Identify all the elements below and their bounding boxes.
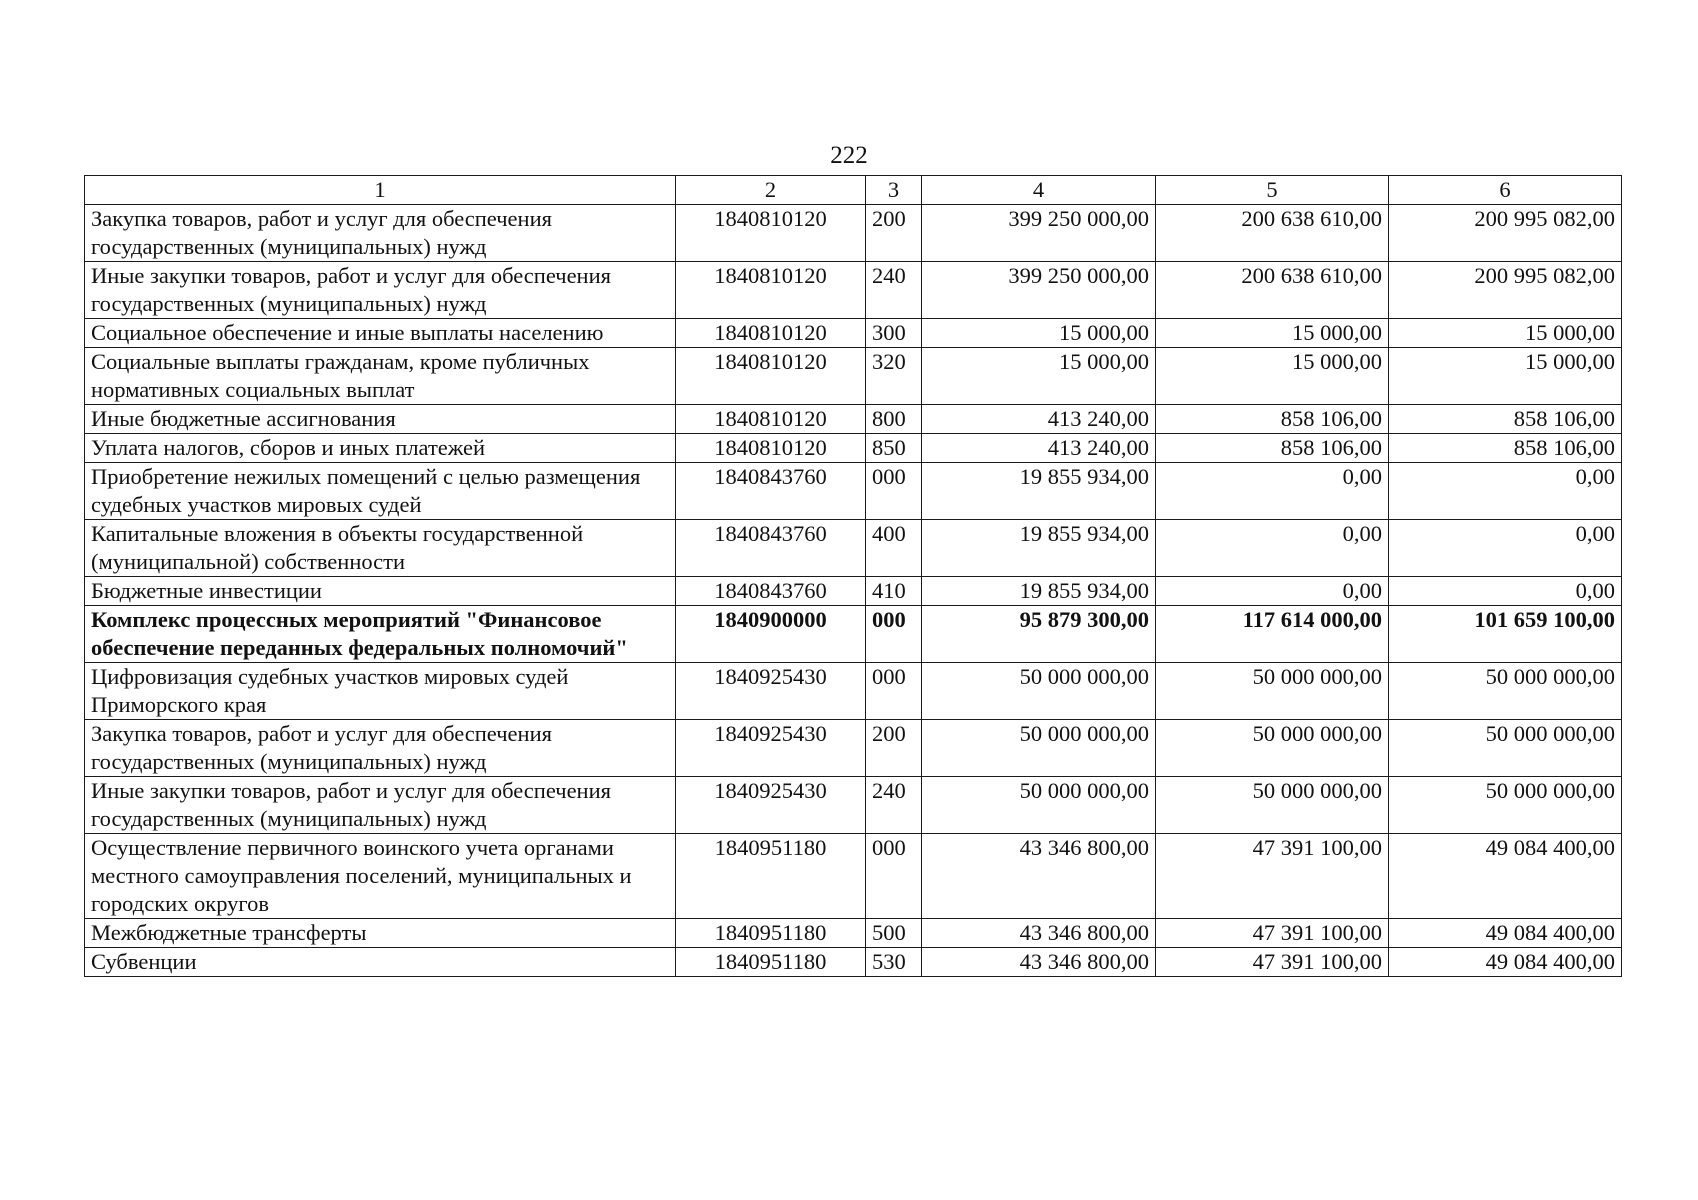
row-kind: 850 [866, 434, 922, 463]
row-value-5: 50 000 000,00 [1156, 720, 1389, 777]
row-value-6: 858 106,00 [1389, 405, 1622, 434]
row-value-6: 49 084 400,00 [1389, 919, 1622, 948]
row-value-6: 0,00 [1389, 520, 1622, 577]
row-name: Иные закупки товаров, работ и услуг для обеспечения государственных (муниципальных) нужд [85, 777, 676, 834]
header-cell-4: 4 [922, 176, 1156, 205]
header-cell-5: 5 [1156, 176, 1389, 205]
row-name: Межбюджетные трансферты [85, 919, 676, 948]
row-code: 1840925430 [676, 663, 866, 720]
row-name: Иные бюджетные ассигнования [85, 405, 676, 434]
row-name: Осуществление первичного воинского учета органами местного самоуправления поселений, муниципальных и городских округов [85, 834, 676, 919]
row-value-5: 50 000 000,00 [1156, 663, 1389, 720]
row-code: 1840843760 [676, 463, 866, 520]
row-value-4: 413 240,00 [922, 405, 1156, 434]
table-row [85, 262, 1622, 319]
header-cell-1: 1 [85, 176, 676, 205]
table-row [85, 720, 1622, 777]
row-name: Приобретение нежилых помещений с целью размещения судебных участков мировых судей [85, 463, 676, 520]
table-row [85, 577, 1622, 606]
table-row [85, 348, 1622, 405]
row-code: 1840810120 [676, 262, 866, 319]
row-value-5: 15 000,00 [1156, 319, 1389, 348]
row-code: 1840810120 [676, 434, 866, 463]
table-row [85, 205, 1622, 262]
row-value-6: 200 995 082,00 [1389, 205, 1622, 262]
row-name: Социальные выплаты гражданам, кроме публичных нормативных социальных выплат [85, 348, 676, 405]
row-value-6: 50 000 000,00 [1389, 663, 1622, 720]
row-kind: 240 [866, 777, 922, 834]
row-value-5: 858 106,00 [1156, 405, 1389, 434]
row-kind: 500 [866, 919, 922, 948]
row-name: Комплекс процессных мероприятий "Финансовое обеспечение переданных федеральных полномочий" [85, 606, 676, 663]
row-value-5: 200 638 610,00 [1156, 262, 1389, 319]
row-code: 1840810120 [676, 205, 866, 262]
row-name: Бюджетные инвестиции [85, 577, 676, 606]
row-value-4: 50 000 000,00 [922, 663, 1156, 720]
row-value-6: 858 106,00 [1389, 434, 1622, 463]
row-name: Цифровизация судебных участков мировых судей Приморского края [85, 663, 676, 720]
row-value-5: 47 391 100,00 [1156, 948, 1389, 977]
row-kind: 000 [866, 463, 922, 520]
row-kind: 320 [866, 348, 922, 405]
table-row [85, 834, 1622, 919]
row-code: 1840951180 [676, 834, 866, 919]
row-kind: 800 [866, 405, 922, 434]
row-code: 1840810120 [676, 319, 866, 348]
row-name: Иные закупки товаров, работ и услуг для обеспечения государственных (муниципальных) нужд [85, 262, 676, 319]
row-value-4: 43 346 800,00 [922, 919, 1156, 948]
row-value-6: 0,00 [1389, 577, 1622, 606]
row-code: 1840900000 [676, 606, 866, 663]
row-kind: 410 [866, 577, 922, 606]
header-cell-3: 3 [866, 176, 922, 205]
row-value-4: 50 000 000,00 [922, 720, 1156, 777]
row-value-4: 43 346 800,00 [922, 834, 1156, 919]
row-value-4: 50 000 000,00 [922, 777, 1156, 834]
row-code: 1840810120 [676, 405, 866, 434]
row-value-5: 50 000 000,00 [1156, 777, 1389, 834]
row-value-5: 15 000,00 [1156, 348, 1389, 405]
row-value-4: 43 346 800,00 [922, 948, 1156, 977]
row-value-5: 200 638 610,00 [1156, 205, 1389, 262]
row-value-6: 15 000,00 [1389, 348, 1622, 405]
table-row [85, 319, 1622, 348]
row-name: Социальное обеспечение и иные выплаты населению [85, 319, 676, 348]
page-number: 222 [830, 142, 868, 169]
table-row [85, 948, 1622, 977]
table-row [85, 405, 1622, 434]
row-value-4: 399 250 000,00 [922, 205, 1156, 262]
row-value-6: 200 995 082,00 [1389, 262, 1622, 319]
row-kind: 530 [866, 948, 922, 977]
row-value-4: 413 240,00 [922, 434, 1156, 463]
row-kind: 240 [866, 262, 922, 319]
row-value-6: 50 000 000,00 [1389, 777, 1622, 834]
row-value-4: 95 879 300,00 [922, 606, 1156, 663]
table-row-section [85, 606, 1622, 663]
row-name: Субвенции [85, 948, 676, 977]
row-value-4: 19 855 934,00 [922, 520, 1156, 577]
row-kind: 200 [866, 720, 922, 777]
row-value-4: 15 000,00 [922, 319, 1156, 348]
row-value-4: 399 250 000,00 [922, 262, 1156, 319]
row-kind: 300 [866, 319, 922, 348]
table-row [85, 520, 1622, 577]
row-value-6: 49 084 400,00 [1389, 948, 1622, 977]
row-code: 1840843760 [676, 520, 866, 577]
row-value-5: 0,00 [1156, 520, 1389, 577]
row-value-4: 19 855 934,00 [922, 463, 1156, 520]
row-code: 1840951180 [676, 919, 866, 948]
row-value-5: 0,00 [1156, 463, 1389, 520]
row-code: 1840925430 [676, 777, 866, 834]
row-kind: 000 [866, 606, 922, 663]
row-kind: 000 [866, 663, 922, 720]
table-row [85, 919, 1622, 948]
row-value-6: 49 084 400,00 [1389, 834, 1622, 919]
budget-table [84, 175, 1622, 977]
row-value-6: 0,00 [1389, 463, 1622, 520]
row-value-4: 15 000,00 [922, 348, 1156, 405]
row-value-5: 47 391 100,00 [1156, 834, 1389, 919]
row-kind: 400 [866, 520, 922, 577]
row-code: 1840810120 [676, 348, 866, 405]
row-kind: 000 [866, 834, 922, 919]
row-kind: 200 [866, 205, 922, 262]
table-row [85, 463, 1622, 520]
row-code: 1840925430 [676, 720, 866, 777]
row-name: Закупка товаров, работ и услуг для обеспечения государственных (муниципальных) нужд [85, 720, 676, 777]
row-name: Уплата налогов, сборов и иных платежей [85, 434, 676, 463]
row-value-5: 0,00 [1156, 577, 1389, 606]
row-value-6: 15 000,00 [1389, 319, 1622, 348]
row-value-5: 117 614 000,00 [1156, 606, 1389, 663]
header-row [85, 176, 1622, 205]
row-name: Закупка товаров, работ и услуг для обеспечения государственных (муниципальных) нужд [85, 205, 676, 262]
table-row [85, 434, 1622, 463]
header-cell-6: 6 [1389, 176, 1622, 205]
row-code: 1840951180 [676, 948, 866, 977]
header-cell-2: 2 [676, 176, 866, 205]
row-value-4: 19 855 934,00 [922, 577, 1156, 606]
table-row [85, 777, 1622, 834]
row-value-6: 50 000 000,00 [1389, 720, 1622, 777]
row-value-6: 101 659 100,00 [1389, 606, 1622, 663]
table-row [85, 663, 1622, 720]
row-code: 1840843760 [676, 577, 866, 606]
row-value-5: 858 106,00 [1156, 434, 1389, 463]
row-name: Капитальные вложения в объекты государственной (муниципальной) собственности [85, 520, 676, 577]
row-value-5: 47 391 100,00 [1156, 919, 1389, 948]
